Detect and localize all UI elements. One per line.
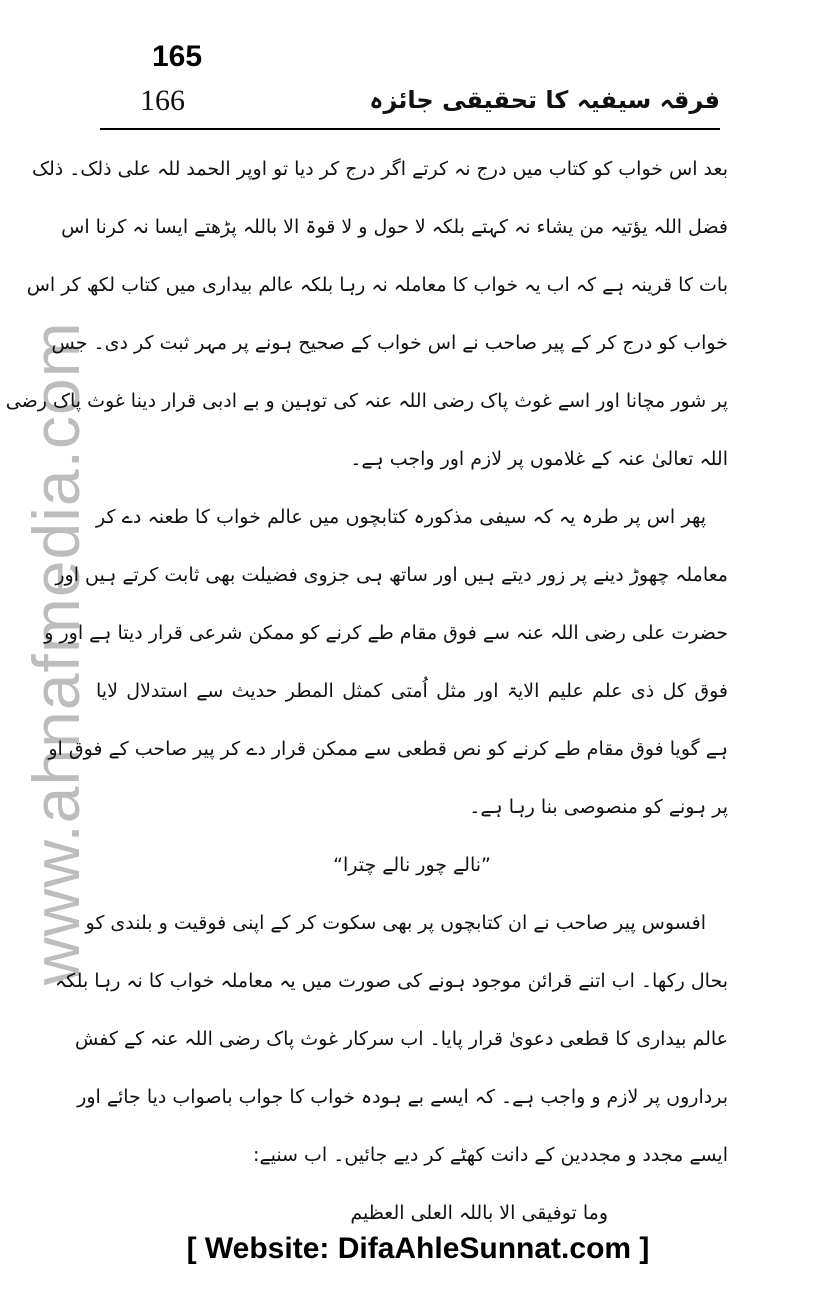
text-line: عالم بیداری کا قطعی دعویٰ قرار پایا۔ اب سرکار غوث پاک رضی اللہ عنہ کے کفش [75,1028,728,1050]
page-header [100,84,720,130]
section-heading: ”نالے چور نالے چترا“ [333,854,491,876]
text-line: ایسے مجدد و مجددین کے دانت کھٹے کر دیے جائیں۔ اب سنیے: [253,1144,728,1166]
text-line: پر ہونے کو منصوصی بنا رہا ہے۔ [469,796,728,818]
book-title: فرقہ سیفیہ کا تحقیقی جائزہ [369,86,720,114]
text-line: برداروں پر لازم و واجب ہے۔ کہ ایسے بے ہودہ خواب کا جواب باصواب دیا جائے اور [77,1086,728,1108]
text-line: پھر اس پر طرہ یہ کہ سیفی مذکورہ کتابچوں میں عالم خواب کا طعنہ دے کر [96,506,706,528]
closing-dua: وما توفیقی الا باللہ العلی العظیم [350,1202,608,1224]
text-line: افسوس پیر صاحب نے ان کتابچوں پر بھی سکوت کر کے اپنی فوقیت و بلندی کو [85,912,706,934]
text-line: فضل اللہ یؤتیہ من یشاء نہ کہتے بلکہ لا حول و لا قوۃ الا باللہ پڑھتے ایسا نہ کرنا اس [61,216,728,238]
text-line: بعد اس خواب کو کتاب میں درج نہ کرتے اگر درج کر دیا تو اوپر الحمد للہ علی ذلک۔ ذلک [31,158,728,180]
text-line: فوق کل ذی علم علیم الایۃ اور مثل اُمتی کمثل المطر حدیث سے استدلال لایا [96,680,728,702]
text-line: حضرت علی رضی اللہ عنہ سے فوق مقام طے کرنے کو ممکن شرعی قرار دیتا ہے اور و [44,622,728,644]
text-line: خواب کو درج کر کے پیر صاحب نے اس خواب کے صحیح ہونے پر مہر ثبت کر دی۔ جس [51,332,728,354]
website-watermark: www.ahnafmedia.com [19,321,93,985]
text-line: بحال رکھا۔ اب اتنے قرائن موجود ہونے کی صورت میں یہ معاملہ خواب کا نہ رہا بلکہ [55,970,728,992]
text-line: معاملہ چھوڑ دینے پر زور دیتے ہیں اور ساتھ ہی جزوی فضیلت بھی ثابت کرتے ہیں اور [55,564,728,586]
book-page-number: 166 [140,84,185,117]
text-line: بات کا قرینہ ہے کہ اب یہ خواب کا معاملہ نہ رہا بلکہ عالم بیداری میں کتاب لکھ کر اس [26,274,728,296]
text-line: اللہ تعالیٰ عنہ کے غلاموں پر لازم اور واجب ہے۔ [350,448,728,470]
scan-page-number: 165 [152,40,203,73]
text-line: پر شور مچانا اور اسے غوث پاک رضی اللہ عنہ کی توہین و بے ادبی قرار دینا غوث پاک رضی [5,390,728,412]
text-line: ہے گویا فوق مقام طے کرنے کو نص قطعی سے ممکن قرار دے کر پیر صاحب کے فوق او [48,738,728,760]
website-footer: [ Website: DifaAhleSunnat.com ] [186,1232,650,1265]
